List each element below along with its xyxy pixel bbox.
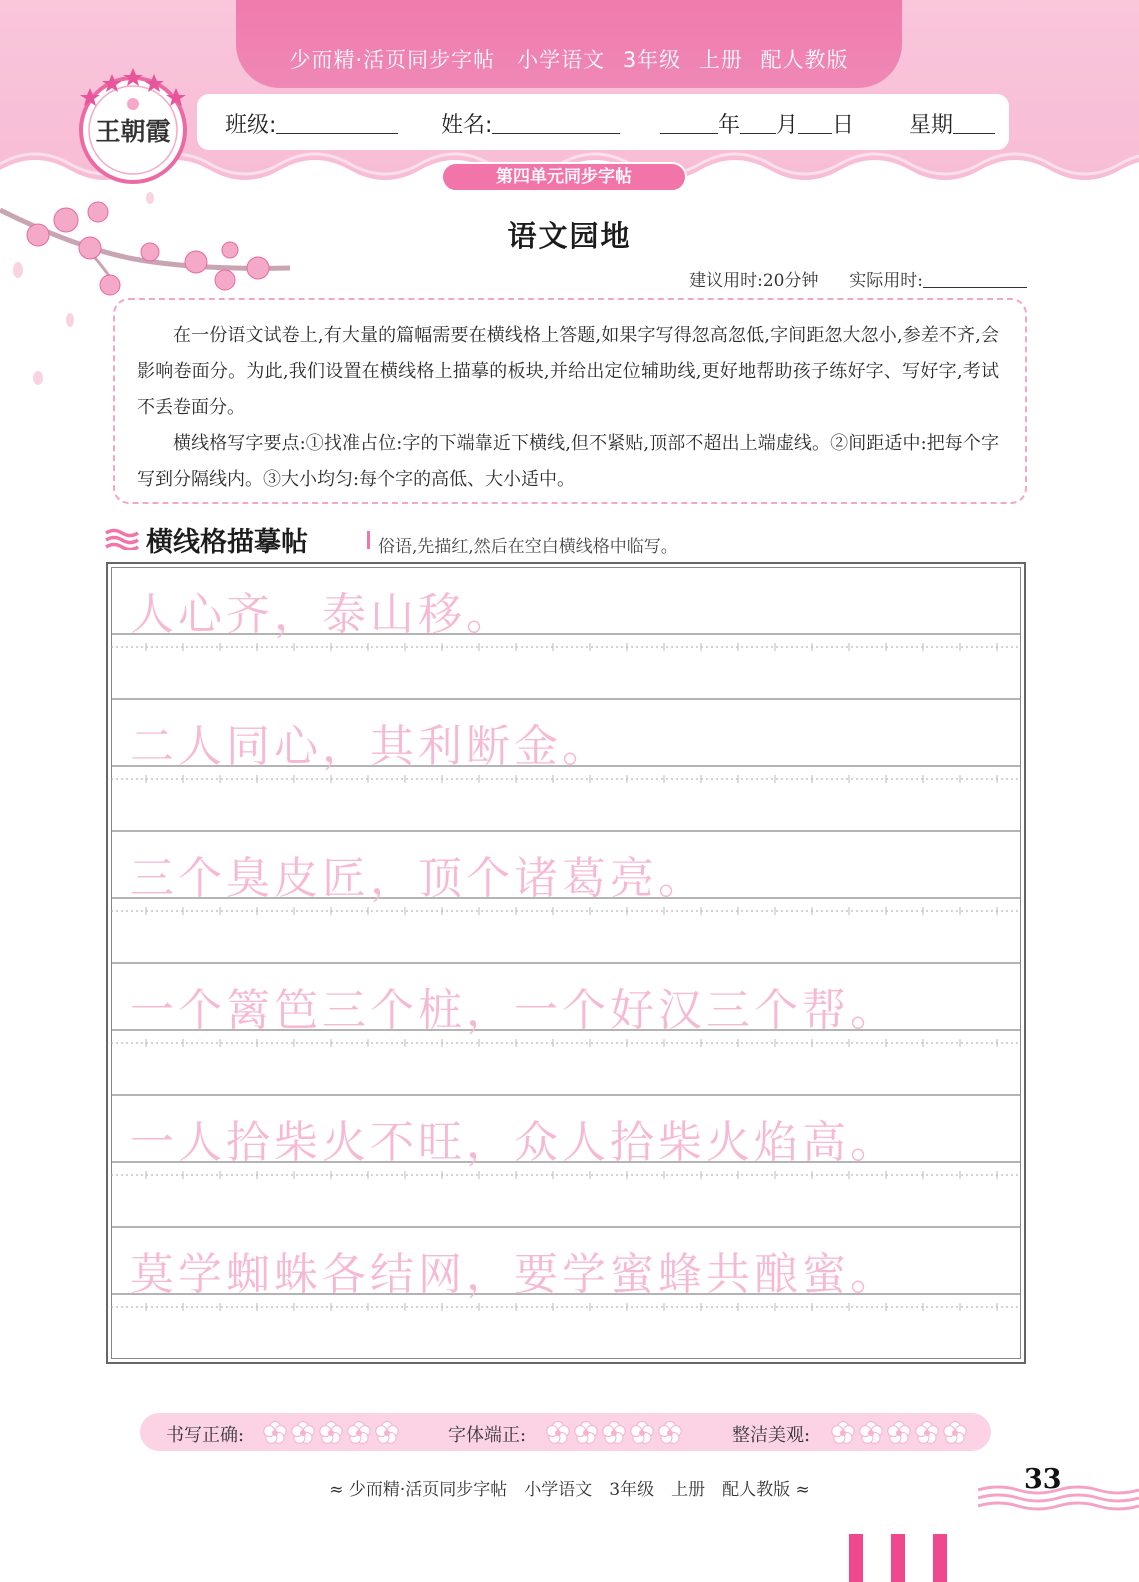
page-number: 33 [1024,1464,1062,1495]
trace-row-4[interactable]: 一个篱笆三个桩，一个好汉三个帮。 [130,985,898,1036]
thumb-tab-2 [891,1534,905,1582]
trace-row-2[interactable]: 二人同心，其利断金。 [130,721,610,772]
rating-flower-icon[interactable] [292,1422,314,1444]
rating-flower-icon[interactable] [659,1422,681,1444]
rating-flower-icon[interactable] [376,1422,398,1444]
trace-row-3[interactable]: 三个臭皮匠，顶个诸葛亮。 [130,853,706,904]
name-field[interactable]: 姓名: [441,108,620,139]
year-blank[interactable] [660,114,718,134]
wave-lines-icon [104,528,140,550]
page-title: 语文园地 [507,219,632,253]
actual-time-blank[interactable] [923,272,1027,288]
student-info-bar [197,94,1009,150]
section-note: 俗语,先描红,然后在空白横线格中临写。 [378,537,678,557]
rating-flower-icon[interactable] [348,1422,370,1444]
class-blank[interactable] [276,114,398,134]
intro-paragraph-1: 在一份语文试卷上,有大量的篇幅需要在横线格上答题,如果字写得忽高忽低,字间距忽大忽小,参差不齐,会影响卷面分。为此,我们设置在横线格上描摹的板块,并给出定位辅助线,更好地帮助孩子练好字、写好字,考试不丢卷面分。 [137,325,999,418]
intro-paragraph-2: 横线格写字要点:①找准占位:字的下端靠近下横线,但不紧贴,顶部不超出上端虚线。②间距适中:把每个字写到分隔线内。③大小均匀:每个字的高低、大小适中。 [137,433,999,490]
day-blank[interactable] [798,114,832,134]
rating-flowers-correct[interactable] [262,1420,402,1446]
intro-box [113,298,1027,504]
rating-flowers-clean[interactable] [830,1420,970,1446]
rating-flower-icon[interactable] [264,1422,286,1444]
name-blank[interactable] [492,114,620,134]
rating-flower-icon[interactable] [631,1422,653,1444]
trace-row-1[interactable]: 人心齐，泰山移。 [130,589,514,640]
rating-flowers-neat[interactable] [545,1420,685,1446]
rating-flower-icon[interactable] [888,1422,910,1444]
time-line [689,266,1027,291]
weekday-blank[interactable] [953,114,995,134]
rating-flower-icon[interactable] [547,1422,569,1444]
thumb-tab-1 [849,1534,863,1582]
thumb-tab-3 [933,1534,947,1582]
section-title: 横线格描摹帖 [146,527,308,558]
rating-flower-icon[interactable] [860,1422,882,1444]
rating-flower-icon[interactable] [320,1422,342,1444]
rating-flower-icon[interactable] [944,1422,966,1444]
series-title: 少而精·活页同步字帖 小学语文 3年级 上册 配人教版 [289,48,849,72]
unit-tab: 第四单元同步字帖 [441,162,687,192]
date-field[interactable]: 年 月 日 [660,108,854,139]
section-divider [367,531,370,549]
eval-label-correct: 书写正确: [166,1425,245,1446]
suggested-time: 建议用时:20分钟 [689,271,819,291]
rating-flower-icon[interactable] [916,1422,938,1444]
svg-text:王朝霞: 王朝霞 [95,117,171,146]
footer-series-text: ≈ 少而精·活页同步字帖 小学语文 3年级 上册 配人教版 ≈ [329,1480,810,1500]
actual-time-label: 实际用时: [849,271,923,291]
eval-label-clean: 整洁美观: [732,1425,811,1446]
eval-label-neat: 字体端正: [448,1425,527,1446]
trace-row-5[interactable]: 一人拾柴火不旺，众人拾柴火焰高。 [130,1117,898,1168]
class-field[interactable]: 班级: [225,108,398,139]
weekday-field[interactable]: 星期 [909,108,995,139]
trace-row-6[interactable]: 莫学蜘蛛各结网，要学蜜蜂共酿蜜。 [130,1249,898,1300]
rating-flower-icon[interactable] [832,1422,854,1444]
rating-flower-icon[interactable] [575,1422,597,1444]
rating-flower-icon[interactable] [603,1422,625,1444]
month-blank[interactable] [740,114,776,134]
wangzhaoxia-logo [76,66,190,186]
